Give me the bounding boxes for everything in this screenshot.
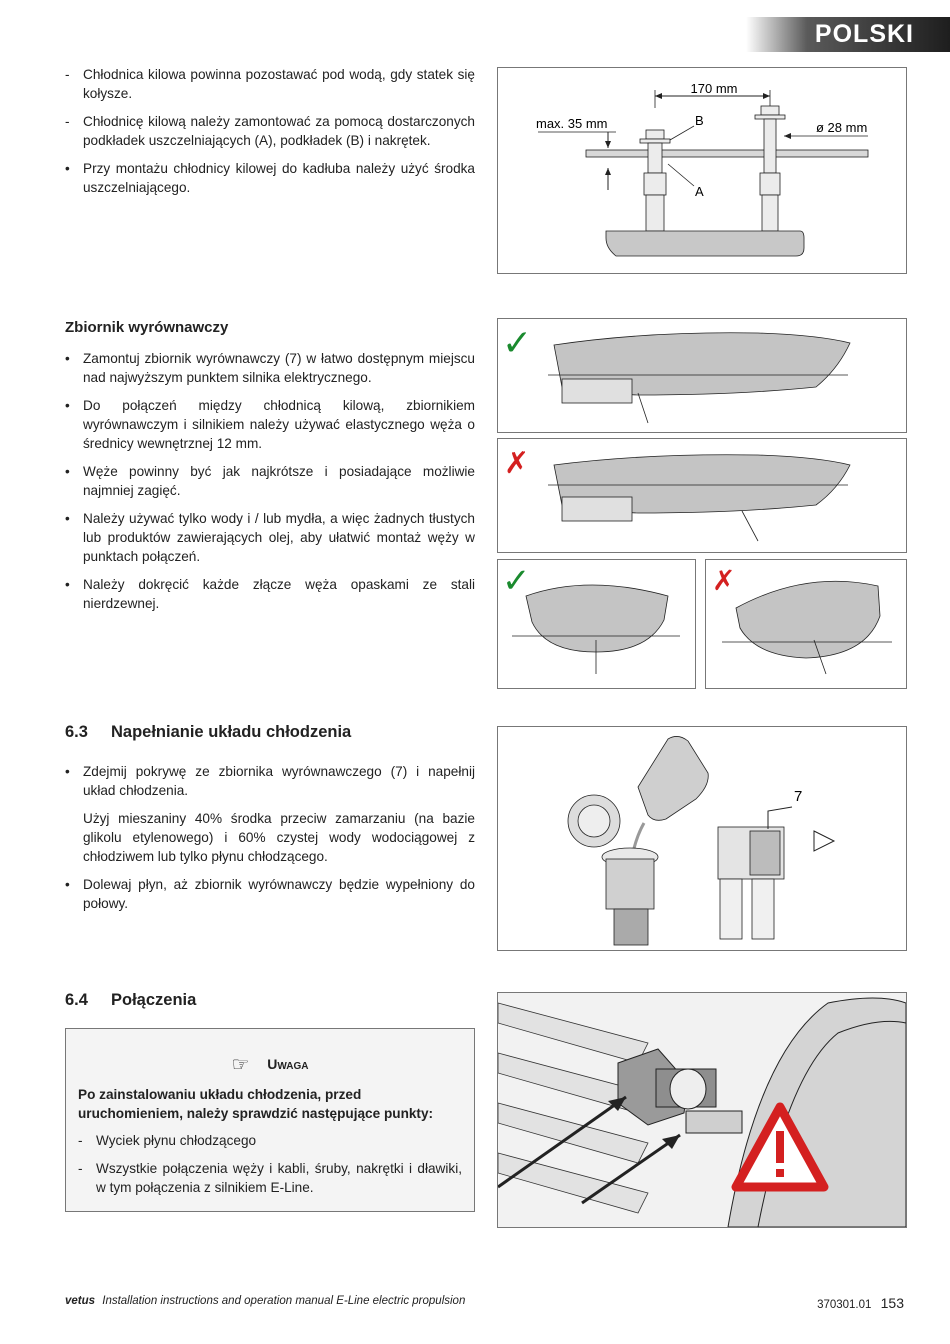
footer [65, 1295, 465, 1307]
dim-diameter-label: ø 28 mm [816, 120, 868, 135]
tank-section [65, 318, 475, 622]
label-7: 7 [794, 788, 803, 805]
connections-section [65, 991, 475, 1010]
list-item: • Należy dokręcić każde złącze węża opaskami ze stali nierdzewnej. [65, 577, 475, 611]
cross-icon: ✗ [504, 447, 530, 480]
pointing-hand-icon: ☞ [231, 1053, 250, 1076]
list-item: - Chłodnicę kilową należy zamontować za pomocą dostarczonych podkładek uszczelniających (A), podkładek (B) i nakrętek. [65, 114, 475, 148]
hull-correct-figure [497, 559, 696, 689]
mounting-figure [497, 67, 907, 274]
brand-logo: vetus [65, 1295, 96, 1307]
list-item: - Wszystkie połączenia węży i kabli, śruby, nakrętki i dławiki, w tym połączenia z silnikiem E-Line. [78, 1160, 462, 1195]
fill-section [65, 723, 475, 922]
list-item: - Chłodnica kilowa powinna pozostawać pod wodą, gdy statek się kołysze. [65, 67, 475, 101]
note-lead: Po zainstalowaniu układu chłodzenia, przed uruchomieniem, należy sprawdzić następujące punkty: [78, 1086, 434, 1121]
dim-span-label: 170 mm [690, 81, 738, 96]
section-heading: 6.3 Napełnianie układu chłodzenia [65, 723, 352, 741]
mounting-diagram [498, 68, 906, 273]
boat-wrong-figure [497, 438, 907, 553]
language-label: POLSKI [814, 20, 914, 48]
list-item: • Należy używać tylko wody i / lub mydła, a więc żadnych tłustych lub produktów zawierających olej, aby ułatwić montaż węży w punktach połączeń. [65, 511, 475, 564]
list-item: • Zdejmij pokrywę ze zbiornika wyrównawczego (7) i napełnij układ chłodzenia. [65, 764, 475, 798]
label-a: A [695, 184, 704, 199]
fill-figure [497, 726, 907, 951]
note-title: Uwaga [267, 1056, 309, 1072]
list-item: • Przy montażu chłodnicy kilowej do kadłuba należy użyć środka uszczelniającego. [65, 161, 475, 195]
hull-wrong-figure [705, 559, 907, 689]
list-item: - Wyciek płynu chłodzącego [78, 1132, 257, 1148]
footer-text: Installation instructions and operation manual E-Line electric propulsion [102, 1295, 466, 1307]
footer-right [817, 1295, 904, 1311]
cross-icon: ✗ [712, 565, 736, 596]
section-heading: 6.4 Połączenia [65, 991, 197, 1009]
section-heading: Zbiornik wyrównawczy [65, 319, 229, 336]
list-item: • Dolewaj płyn, aż zbiornik wyrównawczy będzie wypełniony do połowy. [65, 877, 475, 911]
paragraph: Użyj mieszaniny 40% środka przeciw zamarzaniu (na bazie glikolu etylenowego) i 60% czystej wody wodociągowej z chłodziwem lub tylko płynu chłodzącego. [83, 811, 475, 864]
boat-correct-figure [497, 318, 907, 433]
page-number: 153 [880, 1295, 904, 1311]
connection-figure [497, 992, 907, 1228]
keel-cooler-notes [65, 65, 475, 206]
language-tab [746, 17, 950, 52]
check-icon: ✓ [502, 322, 533, 363]
note-list [66, 1123, 474, 1197]
list-item: • Do połączeń między chłodnicą kilową, zbiornikiem wyrównawczym i silnikiem należy używać elastycznego węża o średnicy wewnętrznej 12 mm. [65, 398, 475, 451]
doc-number: 370301.01 [817, 1299, 872, 1311]
list-item: • Zamontuj zbiornik wyrównawczy (7) w łatwo dostępnym miejscu nad najwyższym punktem silnika elektrycznego. [65, 351, 475, 385]
warning-note [65, 1028, 475, 1212]
check-icon: ✓ [502, 562, 531, 600]
label-b: B [695, 113, 704, 128]
list-item: • Węże powinny być jak najkrótsze i posiadające możliwie najmniej zagięć. [65, 464, 475, 498]
note-header [66, 1055, 474, 1075]
dim-max-label: max. 35 mm [536, 116, 608, 131]
